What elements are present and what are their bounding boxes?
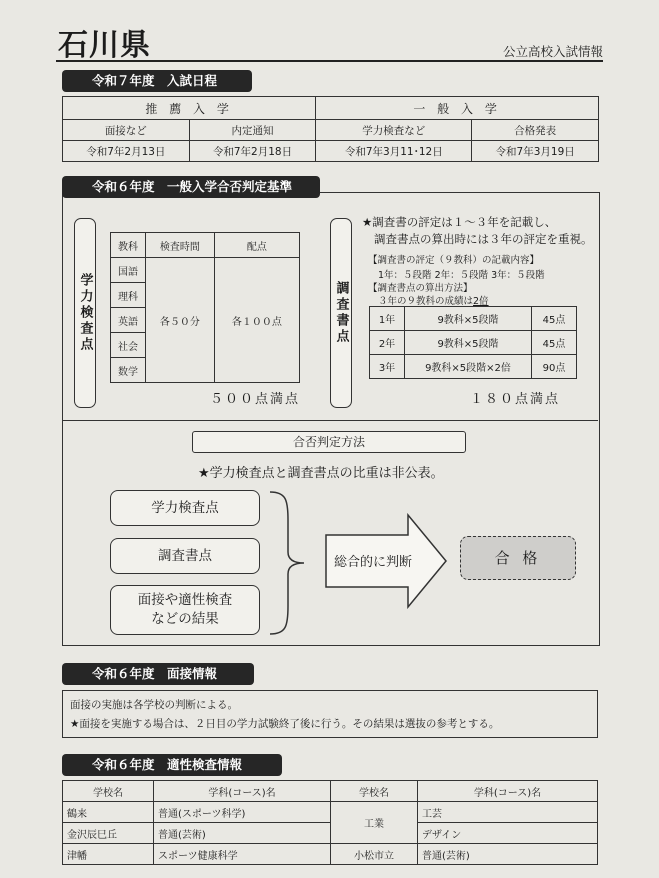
aptitude-dept: 工芸 <box>418 802 598 823</box>
schedule-table <box>62 96 599 162</box>
aptitude-school: 鶴来 <box>63 802 154 823</box>
calc-detail-text: ３年の９教科の成績は <box>378 296 474 307</box>
exam-head: 配点 <box>214 233 299 258</box>
aptitude-head: 学科(コース)名 <box>418 781 598 802</box>
calc-detail <box>378 293 489 307</box>
aptitude-school: 工業 <box>331 802 418 844</box>
schedule-date: 令和7年3月19日 <box>472 141 599 162</box>
report-table <box>369 306 577 379</box>
schedule-col: 面接など <box>63 120 190 141</box>
report-pts: 45点 <box>532 331 577 355</box>
general-head: 一 般 入 学 <box>316 97 599 120</box>
method-item-interview: 面接や適性検査 などの結果 <box>110 585 260 635</box>
prefecture-title: 石川県 <box>58 28 151 63</box>
pass-result: 合 格 <box>460 536 576 580</box>
aptitude-head: 学校名 <box>331 781 418 802</box>
arrow-label: 総合的に判断 <box>334 555 413 570</box>
header-right-title: 公立高校入試情報 <box>502 44 603 59</box>
report-calc: 9教科×5段階 <box>405 331 532 355</box>
header-rule <box>56 60 603 62</box>
criteria-divider <box>63 420 598 421</box>
schedule-date: 令和7年2月18日 <box>189 141 316 162</box>
schedule-col: 合格発表 <box>472 120 599 141</box>
recommend-head: 推 薦 入 学 <box>63 97 316 120</box>
report-year: 3年 <box>370 355 405 379</box>
exam-total: ５００点満点 <box>210 392 301 407</box>
report-note-1: ★調査書の評定は１～３年を記載し、 <box>362 215 557 229</box>
schedule-date: 令和7年3月11･12日 <box>316 141 472 162</box>
interview-tab: 令和６年度 面接情報 <box>62 663 254 685</box>
report-calc: 9教科×5段階×2倍 <box>405 355 532 379</box>
method-title: 合否判定方法 <box>192 431 466 453</box>
eval-detail: 1年：５段階 2年：５段階 3年：５段階 <box>378 270 545 281</box>
subject: 理科 <box>111 283 146 308</box>
subject: 英語 <box>111 308 146 333</box>
report-pts: 90点 <box>532 355 577 379</box>
subject: 社会 <box>111 333 146 358</box>
aptitude-tab: 令和６年度 適性検査情報 <box>62 754 282 776</box>
report-pts: 45点 <box>532 307 577 331</box>
method-item-report: 調査書点 <box>110 538 260 574</box>
method-item-exam: 学力検査点 <box>110 490 260 526</box>
eval-title: 【調査書の評定（９教科）の記載内容】 <box>368 255 540 266</box>
aptitude-school: 津幡 <box>63 844 154 865</box>
aptitude-dept: 普通(芸術) <box>418 844 598 865</box>
schedule-tab: 令和７年度 入試日程 <box>62 70 252 92</box>
report-year: 2年 <box>370 331 405 355</box>
aptitude-head: 学科(コース)名 <box>154 781 331 802</box>
aptitude-dept: 普通(スポーツ科学) <box>154 802 331 823</box>
interview-line-2: ★面接を実施する場合は、２日目の学力試験終了後に行う。その結果は選抜の参考とする。 <box>70 718 500 730</box>
exam-head: 検査時間 <box>146 233 215 258</box>
exam-time: 各５０分 <box>146 258 215 383</box>
exam-table <box>110 232 300 383</box>
report-note-2: 調査書点の算出時には３年の評定を重視。 <box>374 232 593 246</box>
calc-title: 【調査書点の算出方法】 <box>368 283 473 294</box>
method-note: ★学力検査点と調査書点の比重は非公表。 <box>198 466 444 481</box>
exam-score-label: 学力検査点 <box>74 218 96 408</box>
report-calc: 9教科×5段階 <box>405 307 532 331</box>
aptitude-dept: 普通(芸術) <box>154 823 331 844</box>
criteria-tab: 令和６年度 一般入学合否判定基準 <box>62 176 320 198</box>
aptitude-dept: スポーツ健康科学 <box>154 844 331 865</box>
method-brace <box>266 490 314 636</box>
exam-points: 各１００点 <box>214 258 299 383</box>
schedule-col: 学力検査など <box>316 120 472 141</box>
report-score-label: 調査書点 <box>330 218 352 408</box>
report-year: 1年 <box>370 307 405 331</box>
aptitude-dept: デザイン <box>418 823 598 844</box>
aptitude-school: 金沢辰巳丘 <box>63 823 154 844</box>
schedule-col: 内定通知 <box>189 120 316 141</box>
aptitude-school: 小松市立 <box>331 844 418 865</box>
interview-line-1: 面接の実施は各学校の判断による。 <box>70 699 238 711</box>
subject: 国語 <box>111 258 146 283</box>
aptitude-head: 学校名 <box>63 781 154 802</box>
report-total: １８０点満点 <box>470 392 561 407</box>
calc-detail-emphasis: 2倍 <box>473 296 489 307</box>
subject: 数学 <box>111 358 146 383</box>
exam-head: 教科 <box>111 233 146 258</box>
schedule-date: 令和7年2月13日 <box>63 141 190 162</box>
aptitude-table <box>62 780 598 865</box>
